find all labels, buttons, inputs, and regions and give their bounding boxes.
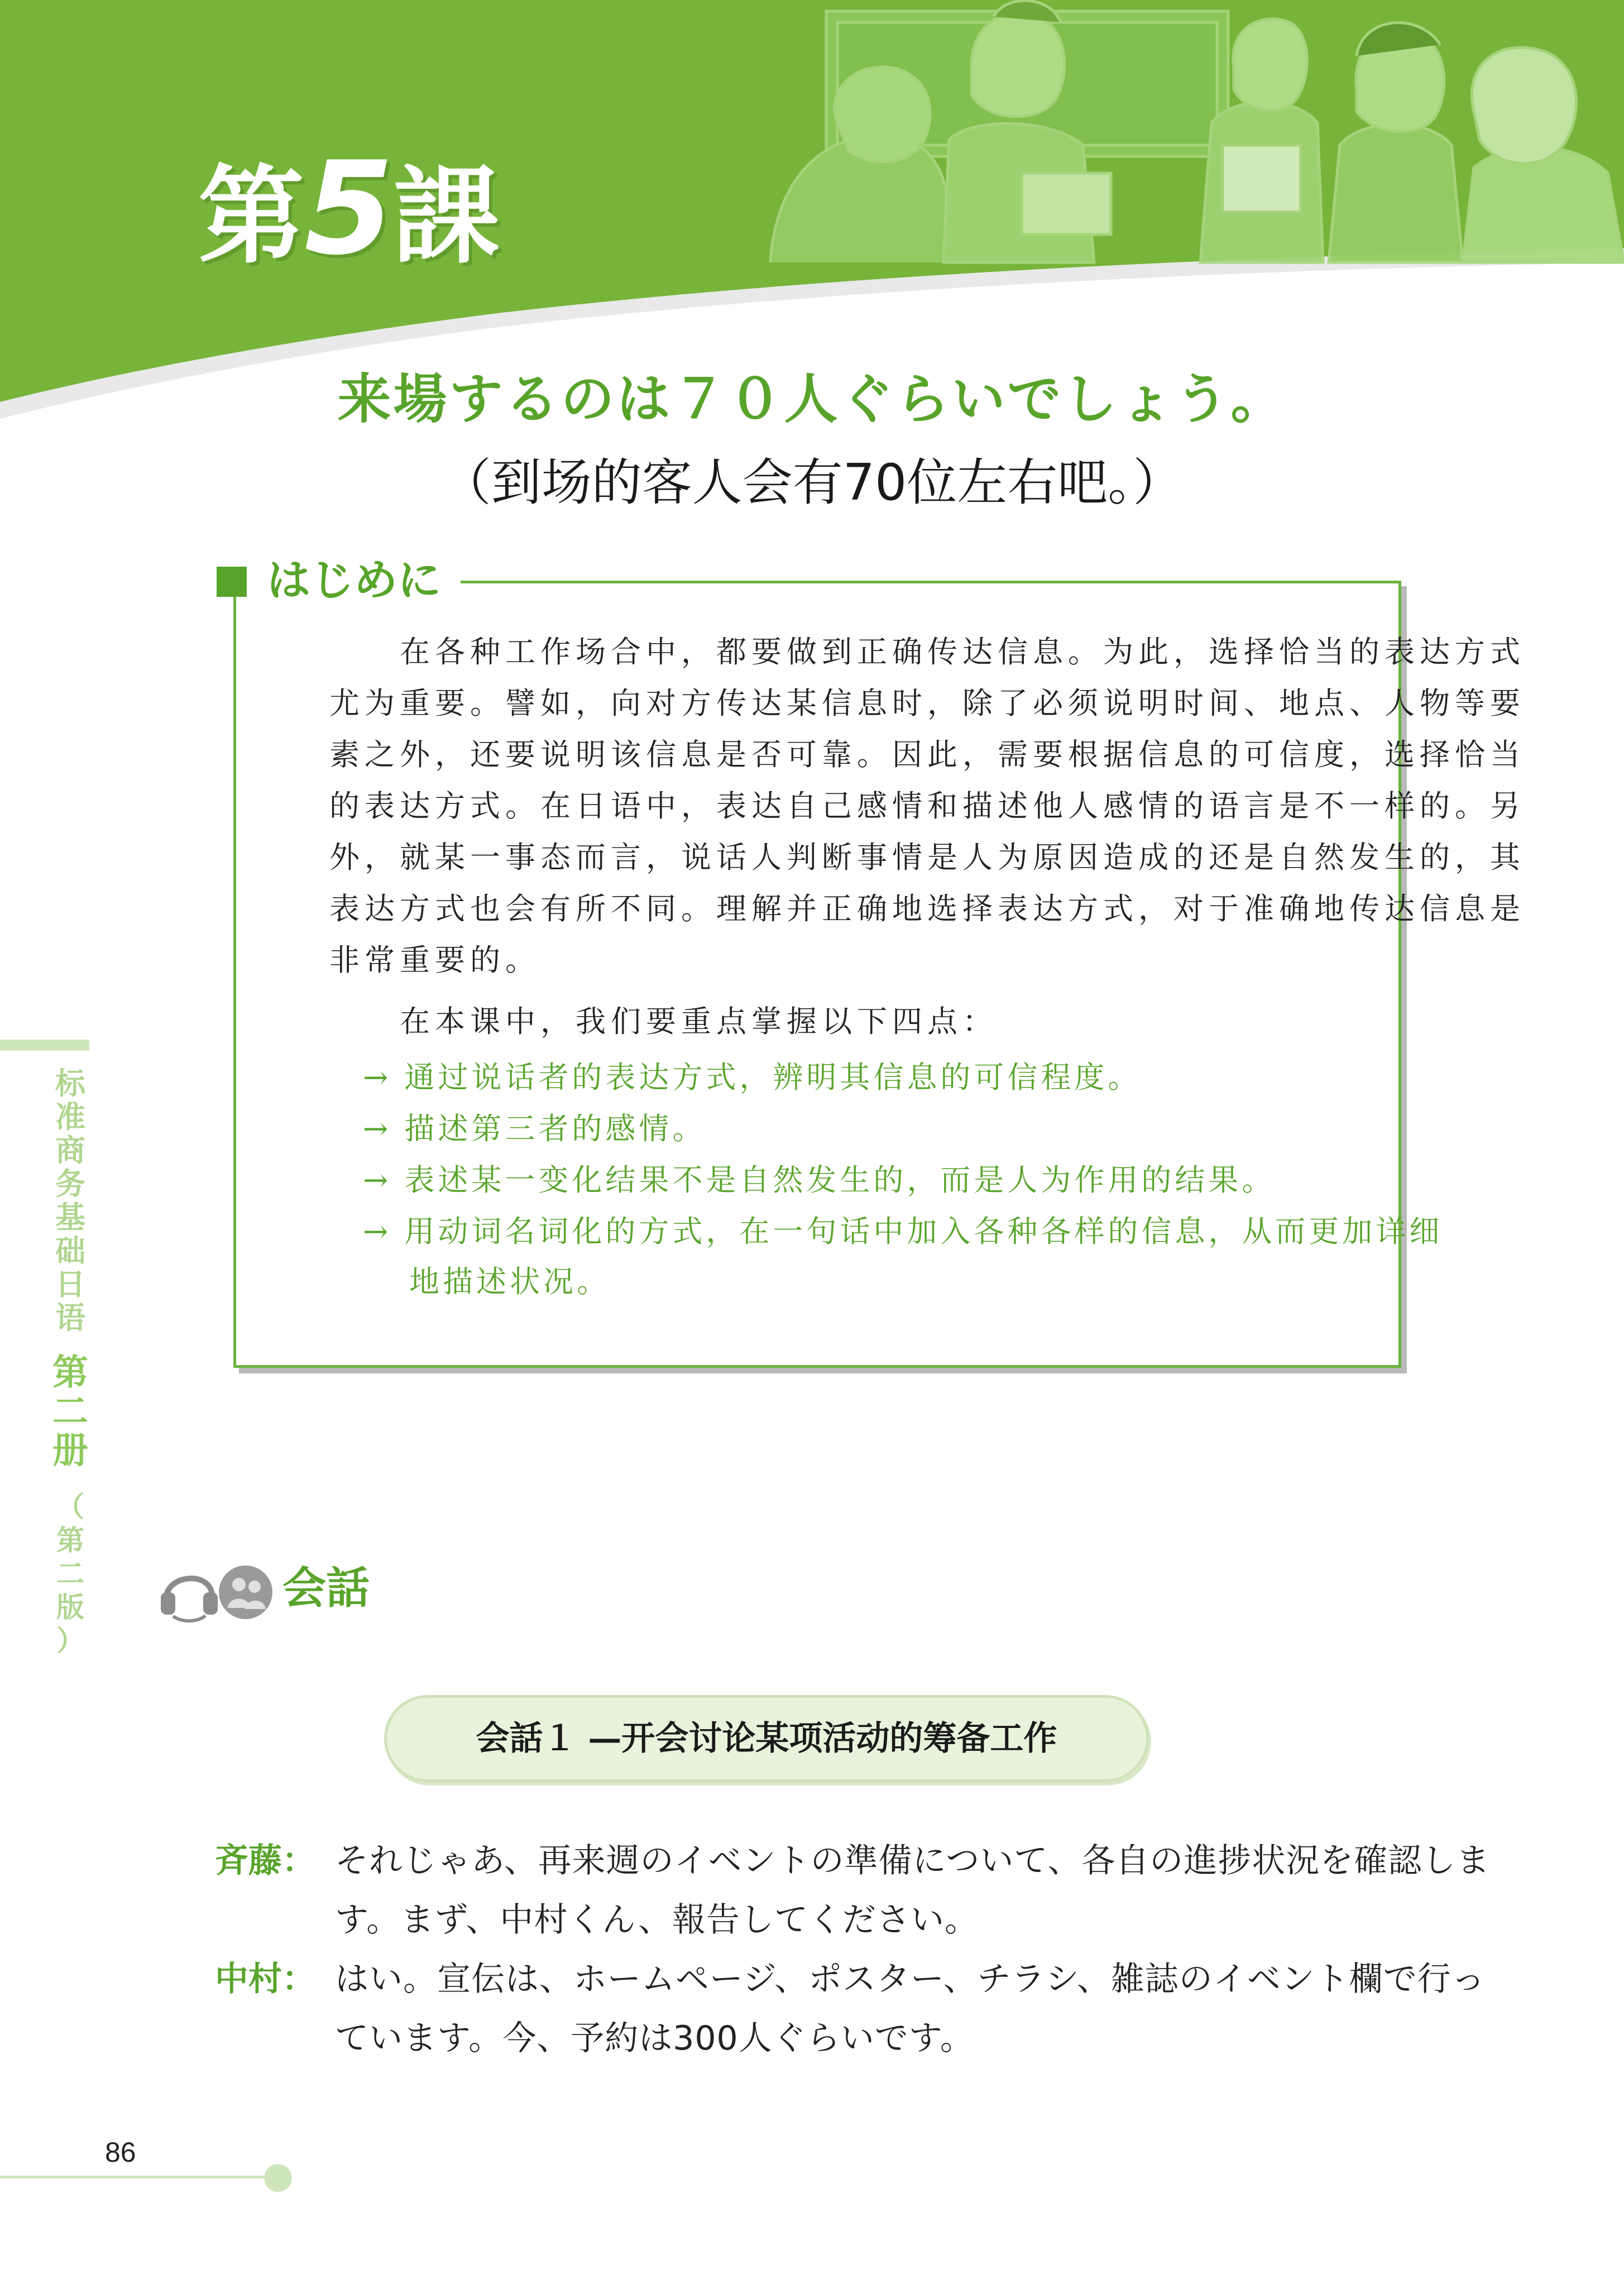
side-label-char: 准 (55, 1099, 85, 1134)
lesson-subtitle-japanese: 来場するのは７０人ぐらいでしょう。 (337, 367, 1287, 430)
intro-goal-item: → 通过说话者的表达方式，辨明其信息的可信程度。 (329, 1060, 1142, 1095)
intro-paragraph-line: 素之外，还要说明该信息是否可靠。因此，需要根据信息的可信度，选择恰当 (329, 737, 1525, 772)
intro-goal-item: → 表述某一变化结果不是自然发生的，而是人为作用的结果。 (329, 1162, 1276, 1198)
side-label-char: 日 (55, 1267, 85, 1302)
footer-dot-icon (264, 2164, 292, 2192)
headphones-icon (161, 1578, 218, 1621)
side-volume-char: 第 (52, 1352, 88, 1394)
side-label-char: 标 (55, 1066, 85, 1101)
intro-paragraph-line: 的表达方式。在日语中，表达自己感情和描述他人感情的语言是不一样的。另 (329, 788, 1525, 823)
side-label-char: 语 (55, 1300, 85, 1335)
lesson-number: 5 (304, 135, 394, 284)
intro-goal-item: → 描述第三者的感情。 (329, 1111, 706, 1146)
side-edition-char: ） (56, 1625, 84, 1657)
side-volume-char: 二 (52, 1391, 88, 1433)
side-edition-char: 版 (56, 1591, 84, 1624)
intro-goal-item-continued: 地描述状况。 (329, 1264, 611, 1299)
intro-paragraph-line: 表达方式也会有所不同。理解并正确地选择表达方式，对于准确地传达信息是 (329, 891, 1525, 926)
intro-goal-item: → 用动词名词化的方式，在一句话中加入各种各样的信息，从而更加详细 (329, 1214, 1443, 1249)
dialog-line-continued: ています。今、予約は300人ぐらいです。 (335, 2019, 974, 2058)
side-volume-char: 册 (52, 1430, 88, 1472)
side-edition-char: （ (56, 1491, 84, 1523)
intro-heading: はじめに (267, 556, 442, 606)
dialog-line-continued: す。まず、中村くん、報告してください。 (335, 1900, 979, 1940)
dialog-line: それじゃあ、再来週のイベントの準備について、各自の進捗状況を確認しま (335, 1841, 1491, 1880)
speaker-name: 斉藤： (215, 1841, 315, 1880)
side-edition-char: 第 (56, 1524, 84, 1557)
side-label-char: 础 (55, 1233, 85, 1268)
speaker-name: 中村： (215, 1960, 315, 1999)
lesson-prefix: 第 (198, 155, 305, 278)
side-label-char: 商 (55, 1133, 85, 1168)
lesson-subtitle-chinese: （到场的客人会有70位左右吧。） (440, 453, 1184, 512)
intro-paragraph-line: 非常重要的。 (329, 942, 540, 978)
intro-paragraph-line: 在各种工作场合中，都要做到正确传达信息。为此，选择恰当的表达方式 (329, 634, 1525, 669)
lesson-suffix: 課 (394, 155, 500, 278)
dialog-line: はい。宣伝は、ホームページ、ポスター、チラシ、雑誌のイベント欄で行っ (335, 1960, 1486, 1999)
intro-paragraph-line: 尤为重要。譬如，向对方传达某信息时，除了必须说明时间、地点、人物等要 (329, 686, 1525, 721)
intro-lead: 在本课中，我们要重点掌握以下四点： (329, 1004, 998, 1039)
side-edition-char: 二 (56, 1558, 84, 1590)
dialog-heading: 会話 (282, 1563, 370, 1614)
footer-rule (0, 2176, 274, 2179)
page-number: 86 (105, 2137, 136, 2168)
conversation-title: 会話１ —开会讨论某项活动的筹备工作 (476, 1719, 1057, 1758)
side-label-bar (0, 1040, 89, 1051)
dialog-icons (156, 1558, 279, 1625)
side-label-char: 基 (55, 1200, 85, 1235)
lesson-title (198, 135, 544, 284)
square-bullet-icon (217, 567, 247, 597)
intro-paragraph-line: 外，就某一事态而言，说话人判断事情是人为原因造成的还是自然发生的，其 (329, 840, 1525, 875)
people-icon (219, 1565, 272, 1619)
side-label-char: 务 (55, 1166, 85, 1201)
